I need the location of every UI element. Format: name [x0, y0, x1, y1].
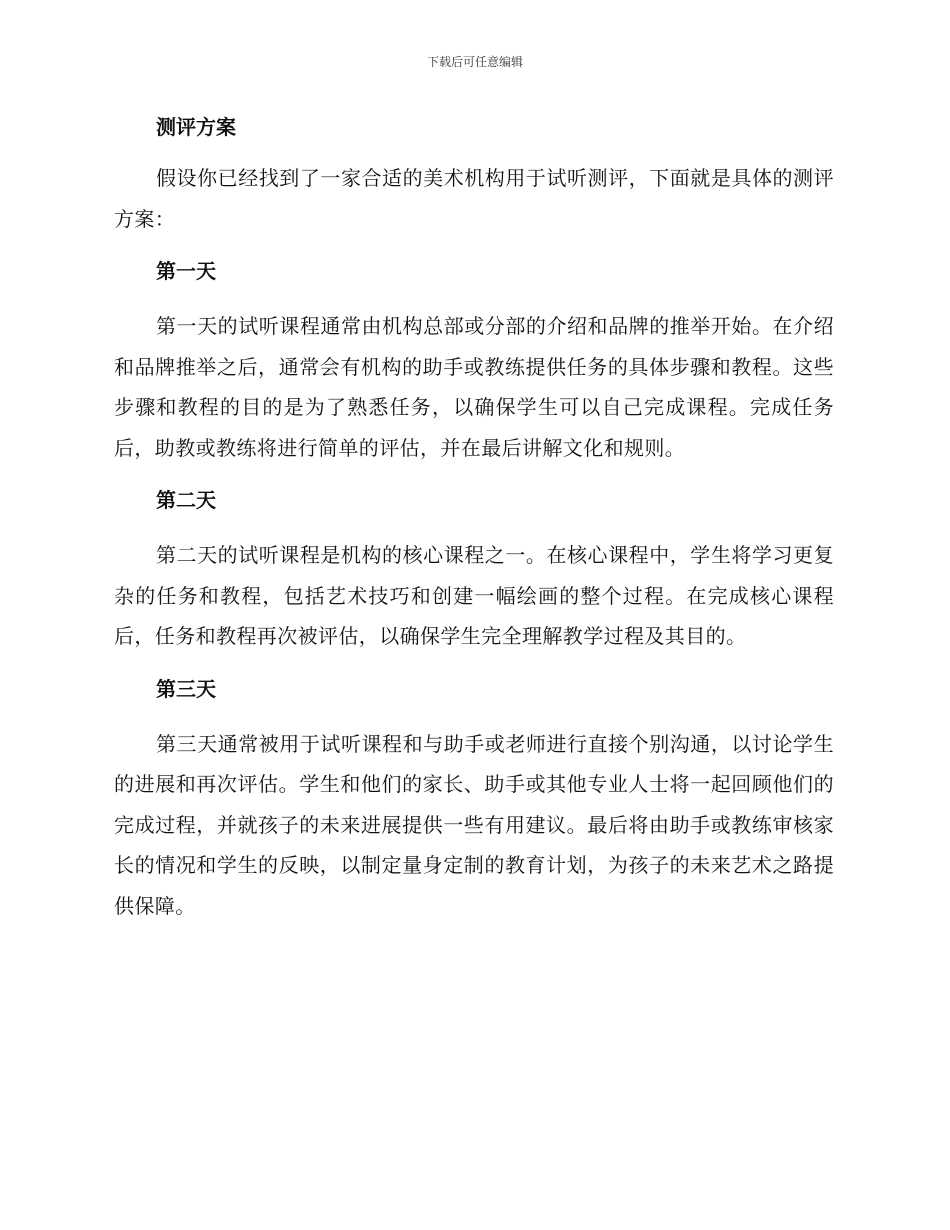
section-heading-day-3: 第三天	[156, 676, 216, 701]
document-body	[114, 112, 834, 943]
intro-paragraph: 假设你已经找到了一家合适的美术机构用于试听测评，下面就是具体的测评方案：	[114, 166, 834, 231]
section-body-day-2: 第二天的试听课程是机构的核心课程之一。在核心课程中，学生将学习更复杂的任务和教程，包括艺术技巧和创建一幅绘画的整个过程。在完成核心课程后，任务和教程再次被评估，以确保学生完全理解教学过程及其目的。	[114, 543, 834, 648]
section-body-day-1: 第一天的试听课程通常由机构总部或分部的介绍和品牌的推举开始。在介绍和品牌推举之后，通常会有机构的助手或教练提供任务的具体步骤和教程。这些步骤和教程的目的是为了熟悉任务，以确保学生可以自己完成课程。完成任务后，助教或教练将进行简单的评估，并在最后讲解文化和规则。	[114, 314, 834, 460]
section-heading-day-1: 第一天	[156, 259, 216, 283]
section-heading-day-2: 第二天	[156, 488, 216, 512]
document-title: 测评方案	[156, 115, 236, 139]
page-header-note: 下载后可任意编辑	[426, 55, 523, 69]
section-body-day-3: 第三天通常被用于试听课程和与助手或老师进行直接个别沟通，以讨论学生的进展和再次评估。学生和他们的家长、助手或其他专业人士将一起回顾他们的完成过程，并就孩子的未来进展提供一些有用建议。最后将由助手或教练审核家长的情况和学生的反映，以制定量身定制的教育计划，为孩子的未来艺术之路提供保障。	[114, 731, 834, 918]
